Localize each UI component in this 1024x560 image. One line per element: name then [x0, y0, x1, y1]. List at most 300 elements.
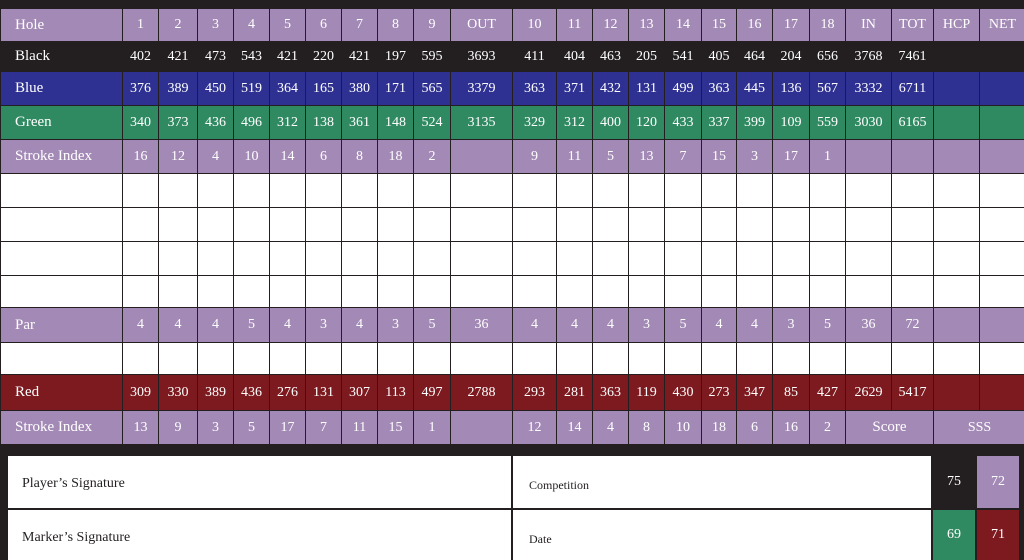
- score-entry-cell[interactable]: [159, 174, 198, 208]
- value-cell: 389: [198, 375, 234, 411]
- sss-lavender-box: 72: [977, 456, 1019, 508]
- value-cell: 363: [702, 72, 737, 106]
- value-cell: 389: [159, 72, 198, 106]
- score-entry-cell[interactable]: [270, 276, 306, 308]
- value-cell: 1: [810, 140, 846, 174]
- score-entry-cell[interactable]: [980, 242, 1024, 276]
- score-entry-cell[interactable]: [810, 276, 846, 308]
- score-entry-cell[interactable]: [934, 242, 980, 276]
- score-entry-cell[interactable]: [378, 174, 414, 208]
- value-cell: 131: [629, 72, 665, 106]
- value-cell: 3: [773, 308, 810, 343]
- score-entry-cell[interactable]: [414, 174, 451, 208]
- value-cell: 473: [198, 42, 234, 72]
- value-cell: 6711: [892, 72, 934, 106]
- score-entry-cell[interactable]: [737, 208, 773, 242]
- score-entry-cell[interactable]: [846, 174, 892, 208]
- row-black: [1, 42, 1024, 72]
- column-header: Hole: [1, 9, 123, 42]
- score-entry-cell[interactable]: [451, 208, 513, 242]
- value-cell: 6: [306, 140, 342, 174]
- value-cell: 450: [198, 72, 234, 106]
- value-cell: 2: [810, 411, 846, 445]
- column-header: 2: [159, 9, 198, 42]
- score-entry-cell[interactable]: [737, 276, 773, 308]
- entry-row: [1, 242, 1024, 276]
- value-cell: 499: [665, 72, 702, 106]
- score-entry-cell[interactable]: [702, 343, 737, 375]
- score-entry-cell[interactable]: [773, 242, 810, 276]
- score-entry-cell[interactable]: [934, 343, 980, 375]
- score-entry-cell[interactable]: [123, 242, 159, 276]
- score-entry-cell[interactable]: [892, 276, 934, 308]
- row-stroke-index-1: [1, 140, 1024, 174]
- value-cell: 273: [702, 375, 737, 411]
- score-entry-cell[interactable]: [892, 174, 934, 208]
- value-cell: 17: [270, 411, 306, 445]
- column-header: 1: [123, 9, 159, 42]
- value-cell: 171: [378, 72, 414, 106]
- score-entry-cell[interactable]: [773, 276, 810, 308]
- score-entry-cell[interactable]: [451, 242, 513, 276]
- value-cell: 72: [892, 308, 934, 343]
- value-cell: 16: [123, 140, 159, 174]
- score-entry-cell[interactable]: [557, 343, 593, 375]
- row-par: [1, 308, 1024, 343]
- value-cell: [451, 140, 513, 174]
- score-entry-cell[interactable]: [198, 343, 234, 375]
- value-cell: 165: [306, 72, 342, 106]
- value-cell: 329: [513, 106, 557, 140]
- value-cell: 4: [737, 308, 773, 343]
- score-entry-cell[interactable]: [773, 343, 810, 375]
- scorecard-grid: [0, 8, 1024, 445]
- value-cell: 363: [513, 72, 557, 106]
- marker-signature-box[interactable]: [8, 510, 511, 560]
- score-entry-cell[interactable]: [234, 343, 270, 375]
- value-cell: 312: [270, 106, 306, 140]
- score-entry-cell[interactable]: [557, 242, 593, 276]
- value-cell: 1: [414, 411, 451, 445]
- score-entry-cell[interactable]: [270, 242, 306, 276]
- value-cell: 120: [629, 106, 665, 140]
- value-cell: 204: [773, 42, 810, 72]
- score-entry-cell[interactable]: [414, 242, 451, 276]
- score-entry-cell[interactable]: [159, 242, 198, 276]
- value-cell: 656: [810, 42, 846, 72]
- score-entry-cell[interactable]: [773, 208, 810, 242]
- value-cell: 18: [378, 140, 414, 174]
- value-cell: 373: [159, 106, 198, 140]
- score-entry-cell[interactable]: [159, 276, 198, 308]
- score-entry-cell[interactable]: [665, 174, 702, 208]
- row-red: [1, 375, 1024, 411]
- score-entry-cell[interactable]: [234, 208, 270, 242]
- score-entry-cell[interactable]: [342, 174, 378, 208]
- score-entry-cell[interactable]: [306, 208, 342, 242]
- value-cell: 5: [810, 308, 846, 343]
- column-header: 15: [702, 9, 737, 42]
- value-cell: 421: [159, 42, 198, 72]
- value-cell: 7: [665, 140, 702, 174]
- row-label: Blue: [1, 72, 123, 106]
- value-cell: 136: [773, 72, 810, 106]
- competition-box[interactable]: [513, 456, 931, 508]
- date-box[interactable]: [513, 510, 931, 560]
- marker-signature-label: Marker’s Signature: [22, 530, 131, 545]
- score-entry-cell[interactable]: [846, 242, 892, 276]
- score-entry-cell[interactable]: [451, 174, 513, 208]
- sss-label: SSS: [934, 411, 1024, 445]
- value-cell: 399: [737, 106, 773, 140]
- score-entry-cell[interactable]: [665, 343, 702, 375]
- score-entry-cell[interactable]: [846, 276, 892, 308]
- value-cell: 400: [593, 106, 629, 140]
- score-entry-cell[interactable]: [665, 208, 702, 242]
- value-cell: 113: [378, 375, 414, 411]
- score-entry-cell[interactable]: [414, 208, 451, 242]
- value-cell: 4: [159, 308, 198, 343]
- score-entry-cell[interactable]: [414, 343, 451, 375]
- value-cell: 543: [234, 42, 270, 72]
- value-cell: 541: [665, 42, 702, 72]
- value-cell: 13: [123, 411, 159, 445]
- score-entry-cell[interactable]: [270, 174, 306, 208]
- score-entry-cell[interactable]: [980, 343, 1024, 375]
- score-entry-cell[interactable]: [159, 343, 198, 375]
- row-label: Stroke Index: [1, 411, 123, 445]
- value-cell: 15: [378, 411, 414, 445]
- value-cell: [980, 308, 1024, 343]
- value-cell: [934, 42, 980, 72]
- score-entry-cell[interactable]: [513, 242, 557, 276]
- score-entry-cell[interactable]: [378, 343, 414, 375]
- value-cell: 364: [270, 72, 306, 106]
- value-cell: 433: [665, 106, 702, 140]
- value-cell: 4: [123, 308, 159, 343]
- score-entry-cell[interactable]: [593, 343, 629, 375]
- value-cell: 432: [593, 72, 629, 106]
- value-cell: 276: [270, 375, 306, 411]
- value-cell: 430: [665, 375, 702, 411]
- value-cell: 4: [198, 308, 234, 343]
- value-cell: 4: [513, 308, 557, 343]
- value-cell: 7: [306, 411, 342, 445]
- score-entry-cell[interactable]: [934, 276, 980, 308]
- score-entry-cell[interactable]: [198, 276, 234, 308]
- value-cell: 148: [378, 106, 414, 140]
- score-entry-cell[interactable]: [892, 208, 934, 242]
- value-cell: [980, 375, 1024, 411]
- value-cell: 405: [702, 42, 737, 72]
- score-entry-cell[interactable]: [593, 174, 629, 208]
- value-cell: 3135: [451, 106, 513, 140]
- value-cell: 3693: [451, 42, 513, 72]
- score-entry-cell[interactable]: [270, 343, 306, 375]
- column-header: IN: [846, 9, 892, 42]
- sss-black-box: 75: [933, 456, 975, 508]
- score-entry-cell[interactable]: [737, 242, 773, 276]
- sss-red-box: 71: [977, 510, 1019, 560]
- value-cell: 12: [159, 140, 198, 174]
- score-entry-cell[interactable]: [342, 343, 378, 375]
- value-cell: 205: [629, 42, 665, 72]
- score-entry-cell[interactable]: [702, 276, 737, 308]
- score-entry-cell[interactable]: [270, 208, 306, 242]
- value-cell: 4: [702, 308, 737, 343]
- entry-row: [1, 208, 1024, 242]
- value-cell: [451, 411, 513, 445]
- value-cell: 17: [773, 140, 810, 174]
- value-cell: 36: [451, 308, 513, 343]
- score-entry-cell[interactable]: [1, 276, 123, 308]
- score-entry-cell[interactable]: [593, 276, 629, 308]
- row-label: Stroke Index: [1, 140, 123, 174]
- score-entry-cell[interactable]: [629, 208, 665, 242]
- score-entry-cell[interactable]: [123, 343, 159, 375]
- score-entry-cell[interactable]: [810, 208, 846, 242]
- score-entry-cell[interactable]: [1, 174, 123, 208]
- value-cell: 402: [123, 42, 159, 72]
- score-entry-cell[interactable]: [702, 208, 737, 242]
- value-cell: [934, 106, 980, 140]
- competition-label: Competition: [529, 478, 589, 492]
- entry-row: [1, 174, 1024, 208]
- value-cell: 4: [593, 308, 629, 343]
- score-entry-cell[interactable]: [773, 174, 810, 208]
- score-entry-cell[interactable]: [892, 242, 934, 276]
- score-entry-cell[interactable]: [665, 276, 702, 308]
- column-header: 7: [342, 9, 378, 42]
- score-entry-cell[interactable]: [629, 242, 665, 276]
- score-entry-cell[interactable]: [810, 242, 846, 276]
- value-cell: 293: [513, 375, 557, 411]
- score-entry-cell[interactable]: [159, 208, 198, 242]
- value-cell: 3768: [846, 42, 892, 72]
- value-cell: 10: [234, 140, 270, 174]
- score-entry-cell[interactable]: [234, 242, 270, 276]
- value-cell: 5: [593, 140, 629, 174]
- score-entry-cell[interactable]: [1, 242, 123, 276]
- value-cell: 519: [234, 72, 270, 106]
- column-header: 16: [737, 9, 773, 42]
- column-header: 18: [810, 9, 846, 42]
- value-cell: 307: [342, 375, 378, 411]
- score-label: Score: [846, 411, 934, 445]
- score-entry-cell[interactable]: [451, 343, 513, 375]
- value-cell: 9: [513, 140, 557, 174]
- score-entry-cell[interactable]: [234, 174, 270, 208]
- score-entry-cell[interactable]: [378, 208, 414, 242]
- value-cell: 3: [306, 308, 342, 343]
- value-cell: 3332: [846, 72, 892, 106]
- value-cell: 445: [737, 72, 773, 106]
- value-cell: 220: [306, 42, 342, 72]
- value-cell: 376: [123, 72, 159, 106]
- value-cell: 421: [342, 42, 378, 72]
- value-cell: 8: [342, 140, 378, 174]
- score-entry-cell[interactable]: [665, 242, 702, 276]
- value-cell: 380: [342, 72, 378, 106]
- value-cell: 15: [702, 140, 737, 174]
- score-entry-cell[interactable]: [980, 174, 1024, 208]
- score-entry-cell[interactable]: [513, 208, 557, 242]
- entry-row: [1, 276, 1024, 308]
- score-entry-cell[interactable]: [306, 174, 342, 208]
- score-entry-cell[interactable]: [123, 174, 159, 208]
- score-entry-cell[interactable]: [198, 242, 234, 276]
- score-entry-cell[interactable]: [557, 276, 593, 308]
- score-entry-cell[interactable]: [342, 208, 378, 242]
- score-entry-cell[interactable]: [306, 343, 342, 375]
- column-header: 6: [306, 9, 342, 42]
- value-cell: 2: [414, 140, 451, 174]
- column-header: 5: [270, 9, 306, 42]
- score-entry-cell[interactable]: [306, 276, 342, 308]
- value-cell: 131: [306, 375, 342, 411]
- column-header: NET: [980, 9, 1024, 42]
- value-cell: 361: [342, 106, 378, 140]
- column-header: TOT: [892, 9, 934, 42]
- header-row: [1, 9, 1024, 42]
- value-cell: 109: [773, 106, 810, 140]
- value-cell: 497: [414, 375, 451, 411]
- value-cell: 36: [846, 308, 892, 343]
- score-entry-cell[interactable]: [342, 276, 378, 308]
- score-entry-cell[interactable]: [378, 242, 414, 276]
- entry-row: [1, 343, 1024, 375]
- score-entry-cell[interactable]: [593, 208, 629, 242]
- score-entry-cell[interactable]: [513, 343, 557, 375]
- score-entry-cell[interactable]: [198, 208, 234, 242]
- value-cell: 197: [378, 42, 414, 72]
- value-cell: 4: [593, 411, 629, 445]
- score-entry-cell[interactable]: [513, 174, 557, 208]
- value-cell: 5: [234, 308, 270, 343]
- player-signature-label: Player’s Signature: [22, 476, 125, 491]
- score-entry-cell[interactable]: [513, 276, 557, 308]
- value-cell: [934, 308, 980, 343]
- score-entry-cell[interactable]: [629, 174, 665, 208]
- score-entry-cell[interactable]: [1, 343, 123, 375]
- value-cell: 3379: [451, 72, 513, 106]
- score-entry-cell[interactable]: [234, 276, 270, 308]
- value-cell: 347: [737, 375, 773, 411]
- value-cell: 18: [702, 411, 737, 445]
- score-entry-cell[interactable]: [629, 276, 665, 308]
- score-entry-cell[interactable]: [737, 174, 773, 208]
- score-entry-cell[interactable]: [892, 343, 934, 375]
- score-entry-cell[interactable]: [810, 174, 846, 208]
- value-cell: 309: [123, 375, 159, 411]
- value-cell: 463: [593, 42, 629, 72]
- value-cell: 421: [270, 42, 306, 72]
- value-cell: 8: [629, 411, 665, 445]
- column-header: 14: [665, 9, 702, 42]
- column-header: 13: [629, 9, 665, 42]
- value-cell: [980, 72, 1024, 106]
- value-cell: [980, 140, 1024, 174]
- value-cell: 13: [629, 140, 665, 174]
- column-header: OUT: [451, 9, 513, 42]
- value-cell: 119: [629, 375, 665, 411]
- value-cell: 404: [557, 42, 593, 72]
- value-cell: 330: [159, 375, 198, 411]
- score-entry-cell[interactable]: [123, 208, 159, 242]
- score-entry-cell[interactable]: [934, 174, 980, 208]
- score-entry-cell[interactable]: [378, 276, 414, 308]
- score-entry-cell[interactable]: [737, 343, 773, 375]
- row-label: Red: [1, 375, 123, 411]
- score-entry-cell[interactable]: [934, 208, 980, 242]
- score-entry-cell[interactable]: [846, 343, 892, 375]
- value-cell: 11: [342, 411, 378, 445]
- score-entry-cell[interactable]: [629, 343, 665, 375]
- value-cell: 411: [513, 42, 557, 72]
- player-signature-box[interactable]: [8, 456, 511, 508]
- value-cell: 4: [270, 308, 306, 343]
- score-entry-cell[interactable]: [342, 242, 378, 276]
- column-header: 3: [198, 9, 234, 42]
- score-entry-cell[interactable]: [123, 276, 159, 308]
- value-cell: 4: [342, 308, 378, 343]
- value-cell: 16: [773, 411, 810, 445]
- score-entry-cell[interactable]: [198, 174, 234, 208]
- value-cell: [980, 106, 1024, 140]
- value-cell: [846, 140, 892, 174]
- score-entry-cell[interactable]: [306, 242, 342, 276]
- column-header: 10: [513, 9, 557, 42]
- value-cell: 436: [234, 375, 270, 411]
- value-cell: 4: [557, 308, 593, 343]
- value-cell: [934, 72, 980, 106]
- value-cell: 3: [629, 308, 665, 343]
- column-header: 4: [234, 9, 270, 42]
- value-cell: 138: [306, 106, 342, 140]
- signature-section: [8, 456, 1024, 560]
- score-entry-cell[interactable]: [557, 208, 593, 242]
- value-cell: 559: [810, 106, 846, 140]
- score-entry-cell[interactable]: [557, 174, 593, 208]
- score-entry-cell[interactable]: [810, 343, 846, 375]
- score-entry-cell[interactable]: [451, 276, 513, 308]
- score-entry-cell[interactable]: [846, 208, 892, 242]
- score-entry-cell[interactable]: [980, 208, 1024, 242]
- row-label: Green: [1, 106, 123, 140]
- value-cell: [980, 42, 1024, 72]
- row-label: Black: [1, 42, 123, 72]
- value-cell: [892, 140, 934, 174]
- score-entry-cell[interactable]: [980, 276, 1024, 308]
- score-entry-cell[interactable]: [1, 208, 123, 242]
- value-cell: [934, 140, 980, 174]
- score-entry-cell[interactable]: [702, 242, 737, 276]
- value-cell: 3: [737, 140, 773, 174]
- value-cell: 281: [557, 375, 593, 411]
- column-header: 12: [593, 9, 629, 42]
- value-cell: 427: [810, 375, 846, 411]
- column-header: 8: [378, 9, 414, 42]
- value-cell: 85: [773, 375, 810, 411]
- value-cell: 14: [270, 140, 306, 174]
- value-cell: 371: [557, 72, 593, 106]
- score-entry-cell[interactable]: [414, 276, 451, 308]
- row-green: [1, 106, 1024, 140]
- score-entry-cell[interactable]: [702, 174, 737, 208]
- value-cell: 363: [593, 375, 629, 411]
- value-cell: 312: [557, 106, 593, 140]
- score-entry-cell[interactable]: [593, 242, 629, 276]
